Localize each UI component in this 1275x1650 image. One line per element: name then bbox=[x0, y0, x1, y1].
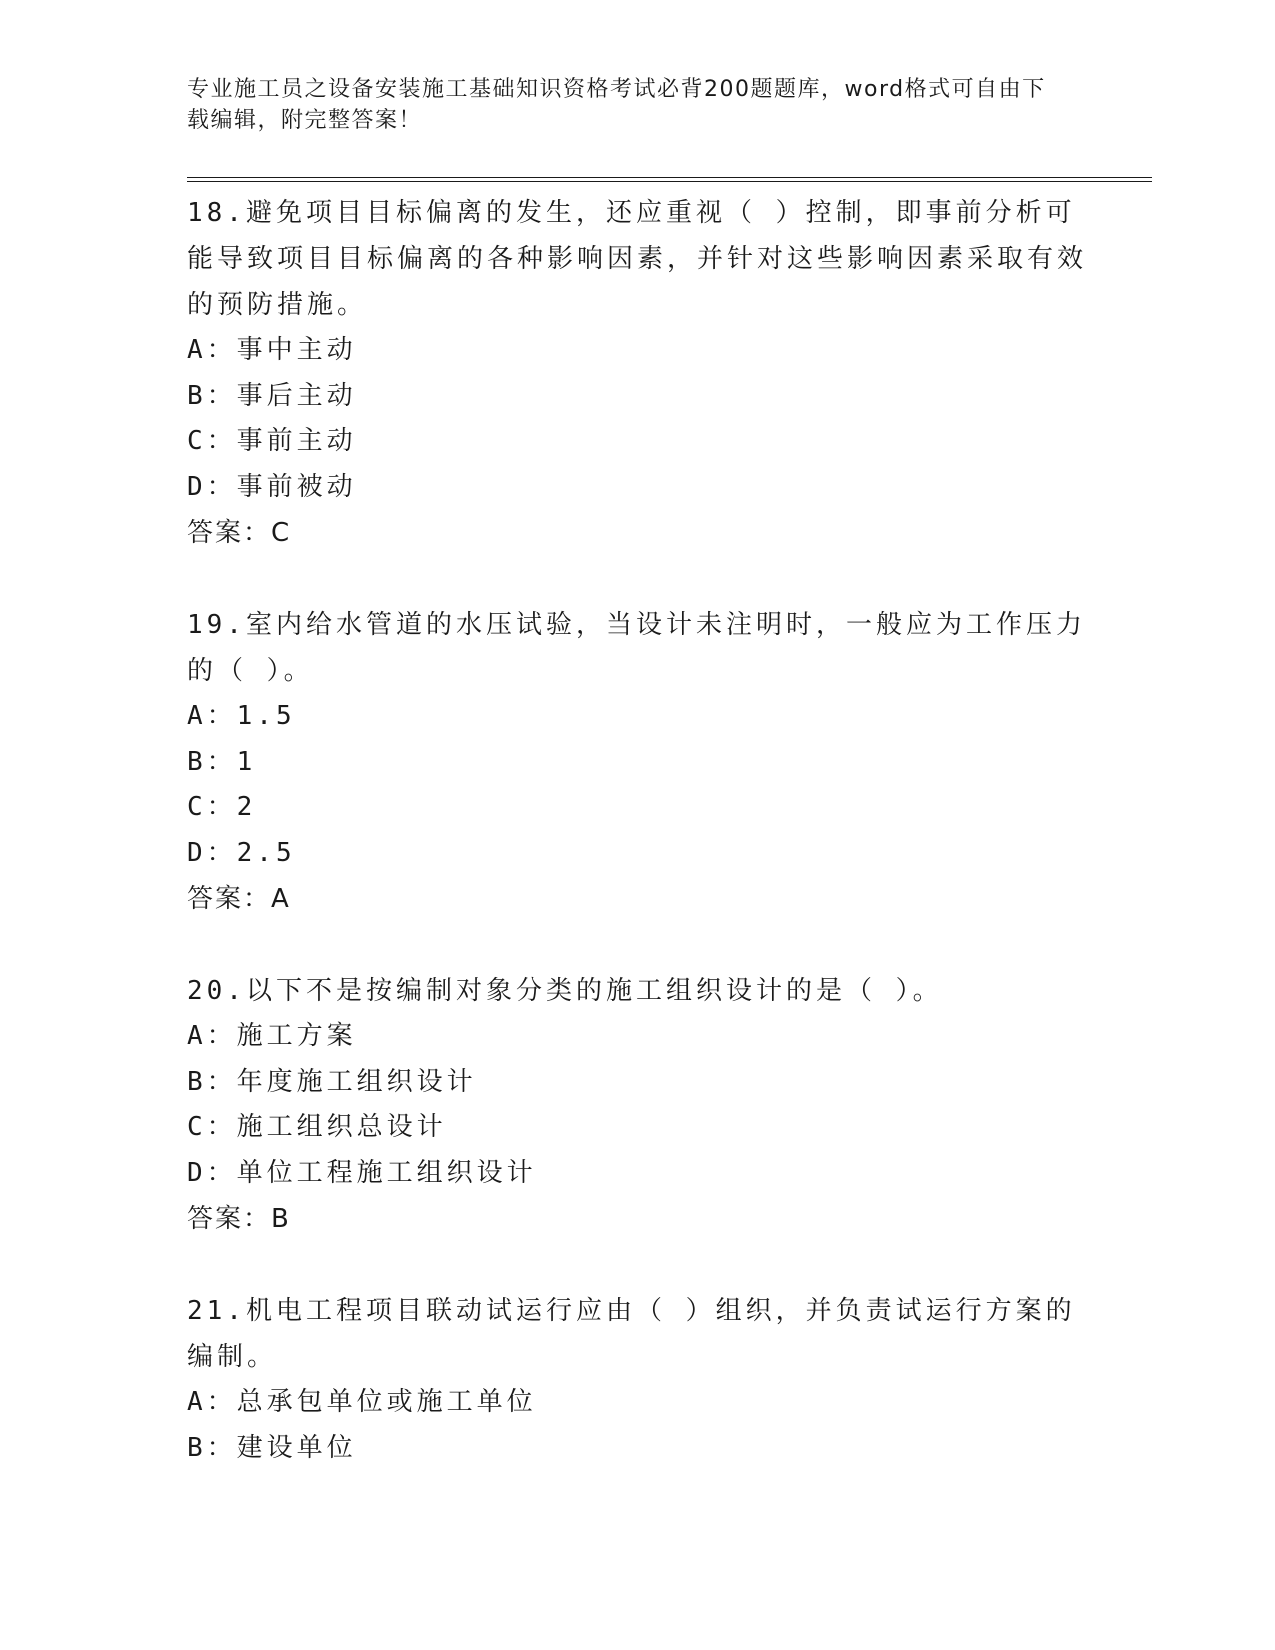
question-stem: 19.室内给水管道的水压试验，当设计未注明时，一般应为工作压力的（ ）。 bbox=[187, 610, 1086, 686]
option-c bbox=[187, 785, 1087, 831]
option-b bbox=[187, 1426, 1087, 1472]
option-text: 事前主动 bbox=[236, 426, 357, 456]
option-text: 总承包单位或施工单位 bbox=[236, 1387, 537, 1417]
option-c bbox=[187, 419, 1087, 465]
answer-line: 答案：A bbox=[187, 884, 291, 914]
answer-line: 答案：C bbox=[187, 518, 292, 548]
option-b bbox=[187, 374, 1087, 420]
question-20 bbox=[187, 968, 1087, 1242]
option-text: 事前被动 bbox=[236, 471, 357, 502]
answer-line: 答案：B bbox=[187, 1204, 291, 1234]
option-label: C： bbox=[187, 426, 237, 456]
question-list bbox=[187, 190, 1087, 1517]
option-label: A： bbox=[187, 1387, 237, 1417]
option-d bbox=[187, 1151, 1087, 1197]
option-text: 年度施工组织设计 bbox=[236, 1066, 477, 1097]
option-a bbox=[187, 328, 1087, 374]
option-text: 建设单位 bbox=[236, 1432, 357, 1463]
question-19 bbox=[187, 602, 1087, 922]
option-label: D： bbox=[187, 1157, 237, 1188]
option-label: C： bbox=[187, 792, 237, 822]
option-c bbox=[187, 1105, 1087, 1151]
option-text: 施工组织总设计 bbox=[236, 1112, 447, 1142]
option-text: 2.5 bbox=[236, 837, 296, 868]
option-label: B： bbox=[187, 380, 237, 411]
option-d bbox=[187, 831, 1087, 877]
header-text: 专业施工员之设备安装施工基础知识资格考试必背200题题库，word格式可自由下载编辑，附完整答案！ bbox=[187, 77, 1046, 133]
question-stem: 18.避免项目目标偏离的发生，还应重视（ ）控制，即事前分析可能导致项目目标偏离的各种影响因素，并针对这些影响因素采取有效的预防措施。 bbox=[187, 198, 1088, 320]
option-label: B： bbox=[187, 1066, 237, 1097]
option-label: D： bbox=[187, 837, 237, 868]
question-stem: 21.机电工程项目联动试运行应由（ ）组织，并负责试运行方案的编制。 bbox=[187, 1296, 1076, 1372]
header-double-rule bbox=[187, 177, 1152, 182]
document-header bbox=[187, 74, 1067, 136]
option-label: A： bbox=[187, 335, 237, 365]
option-label: B： bbox=[187, 1432, 237, 1463]
option-text: 事后主动 bbox=[236, 380, 357, 411]
option-text: 2 bbox=[236, 792, 257, 822]
option-b bbox=[187, 740, 1087, 786]
option-b bbox=[187, 1060, 1087, 1106]
option-label: A： bbox=[187, 1021, 237, 1051]
option-text: 单位工程施工组织设计 bbox=[236, 1157, 537, 1188]
option-a bbox=[187, 694, 1087, 740]
option-label: C： bbox=[187, 1112, 237, 1142]
option-label: D： bbox=[187, 471, 237, 502]
option-d bbox=[187, 465, 1087, 511]
question-18 bbox=[187, 190, 1087, 556]
option-text: 1.5 bbox=[236, 701, 296, 731]
option-label: B： bbox=[187, 746, 237, 777]
option-a bbox=[187, 1014, 1087, 1060]
option-label: A： bbox=[187, 701, 237, 731]
option-text: 施工方案 bbox=[236, 1021, 357, 1051]
question-21 bbox=[187, 1288, 1087, 1471]
option-a bbox=[187, 1380, 1087, 1426]
question-stem: 20.以下不是按编制对象分类的施工组织设计的是（ ）。 bbox=[187, 976, 943, 1006]
option-text: 事中主动 bbox=[236, 335, 357, 365]
option-text: 1 bbox=[236, 746, 257, 777]
